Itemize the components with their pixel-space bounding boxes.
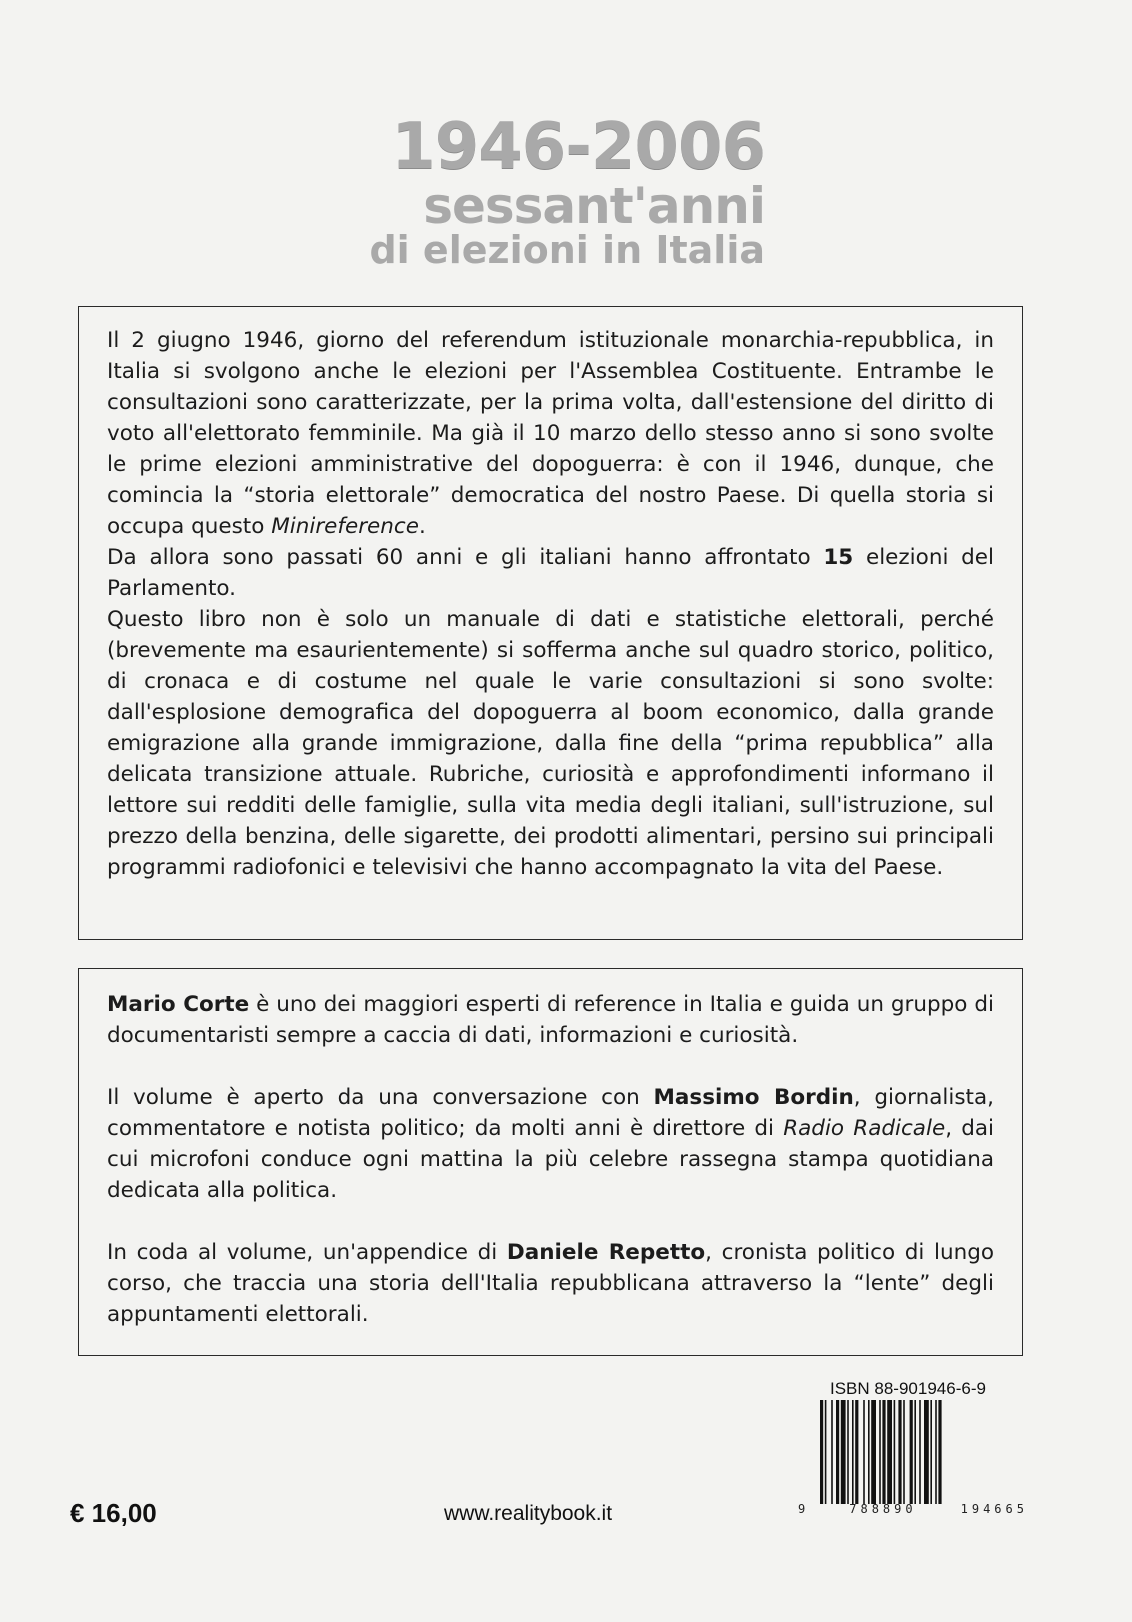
authors-box [78, 968, 1023, 1356]
title-line-2: di elezioni in Italia [369, 228, 765, 272]
synopsis-box [78, 306, 1023, 940]
barcode-digits [798, 1502, 1028, 1516]
synopsis-paragraph-3: Questo libro non è solo un manuale di dati e statistiche elettorali, perché (brevemente ma esaurientemente) si sofferma anche sul quadro storico, politico, di cronaca e di costume nel quale le varie consultazioni si sono svolte: dall'esplosione demografica del dopoguerra al boom economico, dalla grande emigrazione alla grande immigrazione, dalla fine della “prima repubblica” alla delicata transizione attuale. Rubriche, curiosità e approfondimenti informano il lettore sui redditi delle famiglie, sulla vita media degli italiani, sull'istruzione, sul prezzo della benzina, delle sigarette, dei prodotti alimentari, persino sui principali programmi radiofonici e televisivi che hanno accompagnato la vita del Paese. [107, 607, 994, 880]
appendix-name: Daniele Repetto [506, 1240, 706, 1265]
synopsis-paragraph-2 [107, 542, 994, 604]
author-paragraph [107, 989, 994, 1051]
intro-text-1: Il volume è aperto da una conversazione con [107, 1085, 654, 1110]
isbn-label: ISBN 88-901946-6-9 [830, 1379, 986, 1398]
intro-name: Massimo Bordin [653, 1085, 854, 1110]
election-count: 15 [823, 545, 854, 570]
intro-text-3: , dai cui microfoni conduce ogni mattina la più celebre rassegna stampa quotidiana dedicata alla politica. [107, 1116, 994, 1203]
publisher-url[interactable]: www.realitybook.it [444, 1502, 613, 1525]
series-name: Minireference [271, 514, 419, 539]
appendix-paragraph [107, 1237, 994, 1330]
cover-title [345, 112, 765, 270]
author-text: è uno dei maggiori esperti di reference in Italia e guida un gruppo di documentaristi sempre a caccia di dati, informazioni e curiosità. [107, 992, 994, 1048]
synopsis-text-2-end: elezioni del Parlamento. [107, 545, 994, 601]
synopsis-text-2: Da allora sono passati 60 anni e gli italiani hanno affrontato [107, 545, 824, 570]
barcode-digit-prefix: 9 [798, 1502, 806, 1516]
title-years: 1946-2006 [391, 110, 765, 184]
author-name: Mario Corte [107, 992, 250, 1017]
intro-paragraph [107, 1082, 994, 1206]
synopsis-text-1: Il 2 giugno 1946, giorno del referendum istituzionale monarchia-repubblica, in Italia si svolgono anche le elezioni per l'Assemblea Costituente. Entrambe le consultazioni sono caratterizzate, per la prima volta, dall'estensione del diritto di voto all'elettorato femminile. Ma già il 10 marzo dello stesso anno si sono svolte le prime elezioni amministrative del dopoguerra: è con il 1946, dunque, che comincia la “storia elettorale” democratica del nostro Paese. Di quella storia si occupa questo [107, 328, 994, 539]
title-line-1: sessant'anni [423, 177, 765, 235]
appendix-text-1: In coda al volume, un'appendice di [107, 1240, 507, 1265]
appendix-text-2: , cronista politico di lungo corso, che traccia una storia dell'Italia repubblicana attraverso la “lente” degli appuntamenti elettorali. [107, 1240, 995, 1327]
price-label: € 16,00 [70, 1498, 157, 1528]
synopsis-paragraph-1 [107, 325, 994, 542]
barcode-digit-group-1: 788890 [849, 1502, 917, 1516]
barcode-icon [818, 1400, 1024, 1508]
radio-name: Radio Radicale [783, 1116, 946, 1141]
synopsis-text-1-end: . [418, 514, 426, 539]
intro-text-2: , giornalista, commentatore e notista politico; da molti anni è direttore di [107, 1085, 994, 1141]
barcode-digit-group-2: 194665 [960, 1502, 1028, 1516]
